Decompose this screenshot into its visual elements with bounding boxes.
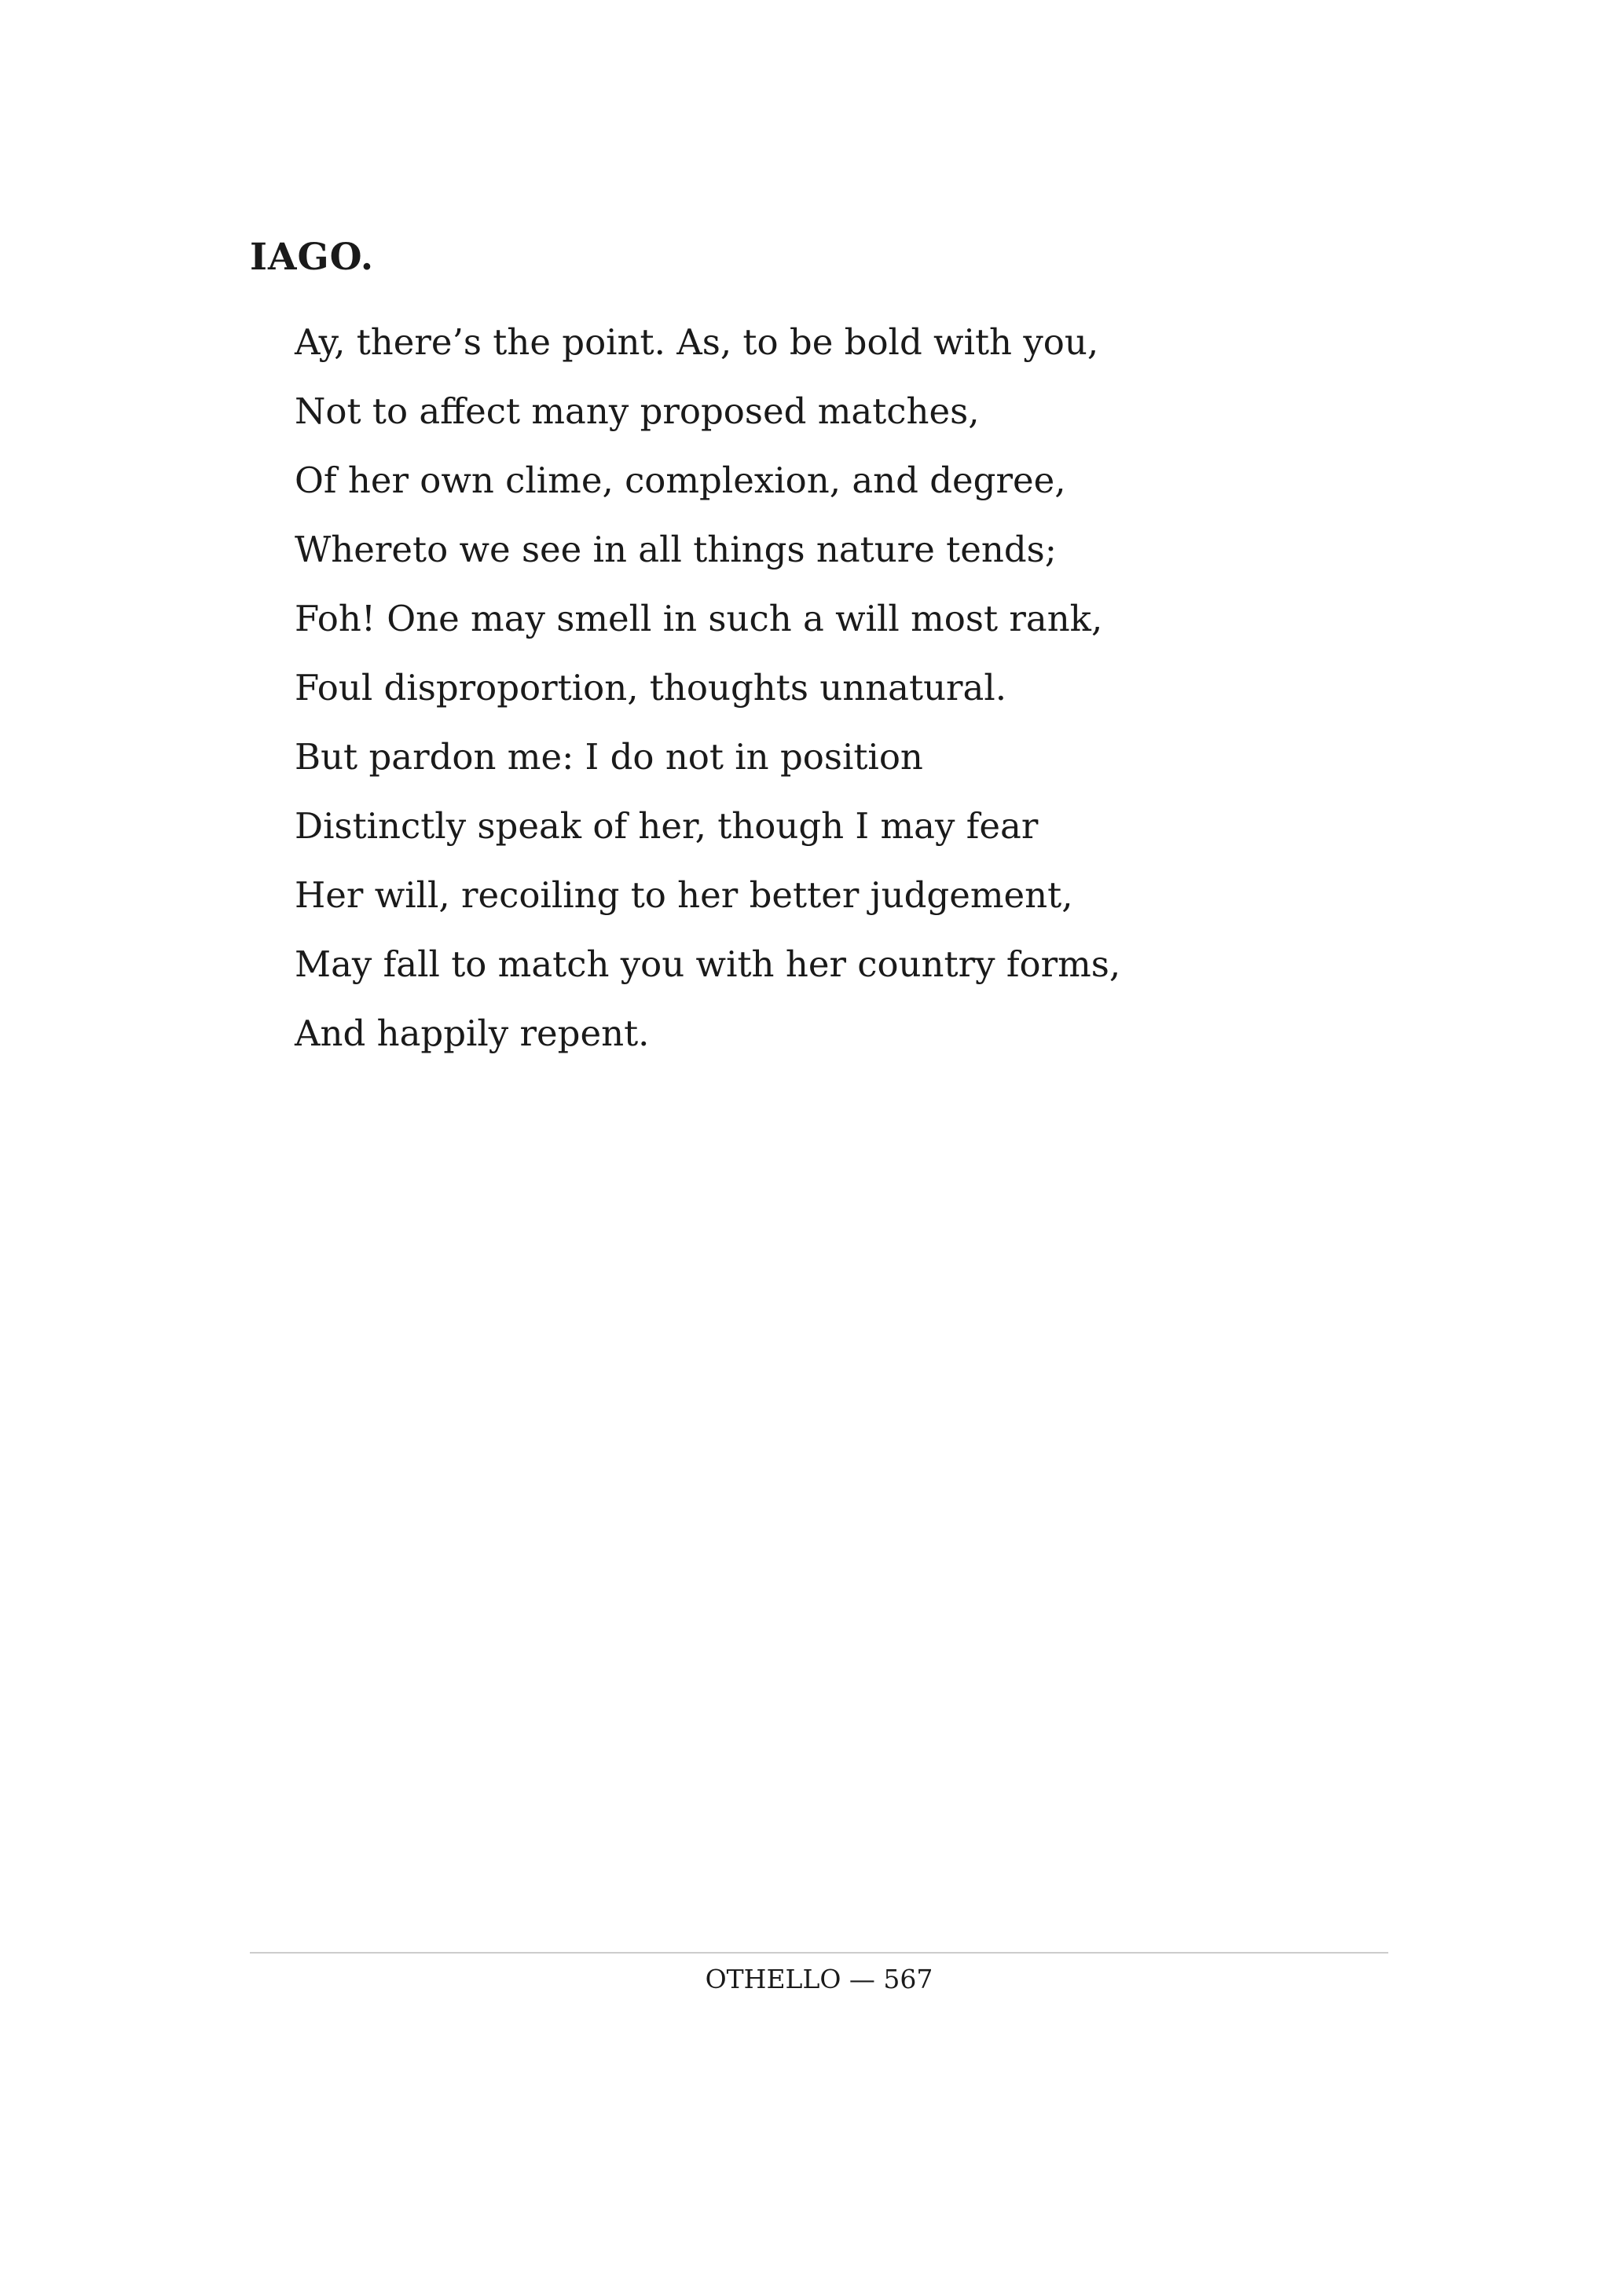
verse-line: Distinctly speak of her, though I may fear (295, 805, 1039, 847)
verse-line: May fall to match you with her country forms, (295, 943, 1121, 985)
verse-line: But pardon me: I do not in position (295, 736, 923, 778)
verse-line: Her will, recoiling to her better judgement, (295, 874, 1073, 916)
page-footer: OTHELLO — 567 (705, 1964, 933, 1994)
speaker-name: IAGO. (250, 236, 375, 279)
verse-line: And happily repent. (295, 1013, 650, 1054)
verse-line: Not to affect many proposed matches, (295, 390, 980, 432)
verse-line: Of her own clime, complexion, and degree, (295, 460, 1066, 501)
verse-line: Foh! One may smell in such a will most rank, (295, 598, 1103, 639)
footer-divider (250, 1952, 1388, 1954)
verse-line: Whereto we see in all things nature tends; (295, 529, 1057, 570)
verse-lines (295, 308, 1120, 1068)
verse-line: Ay, there’s the point. As, to be bold with you, (295, 321, 1099, 363)
verse-line: Foul disproportion, thoughts unnatural. (295, 667, 1007, 709)
